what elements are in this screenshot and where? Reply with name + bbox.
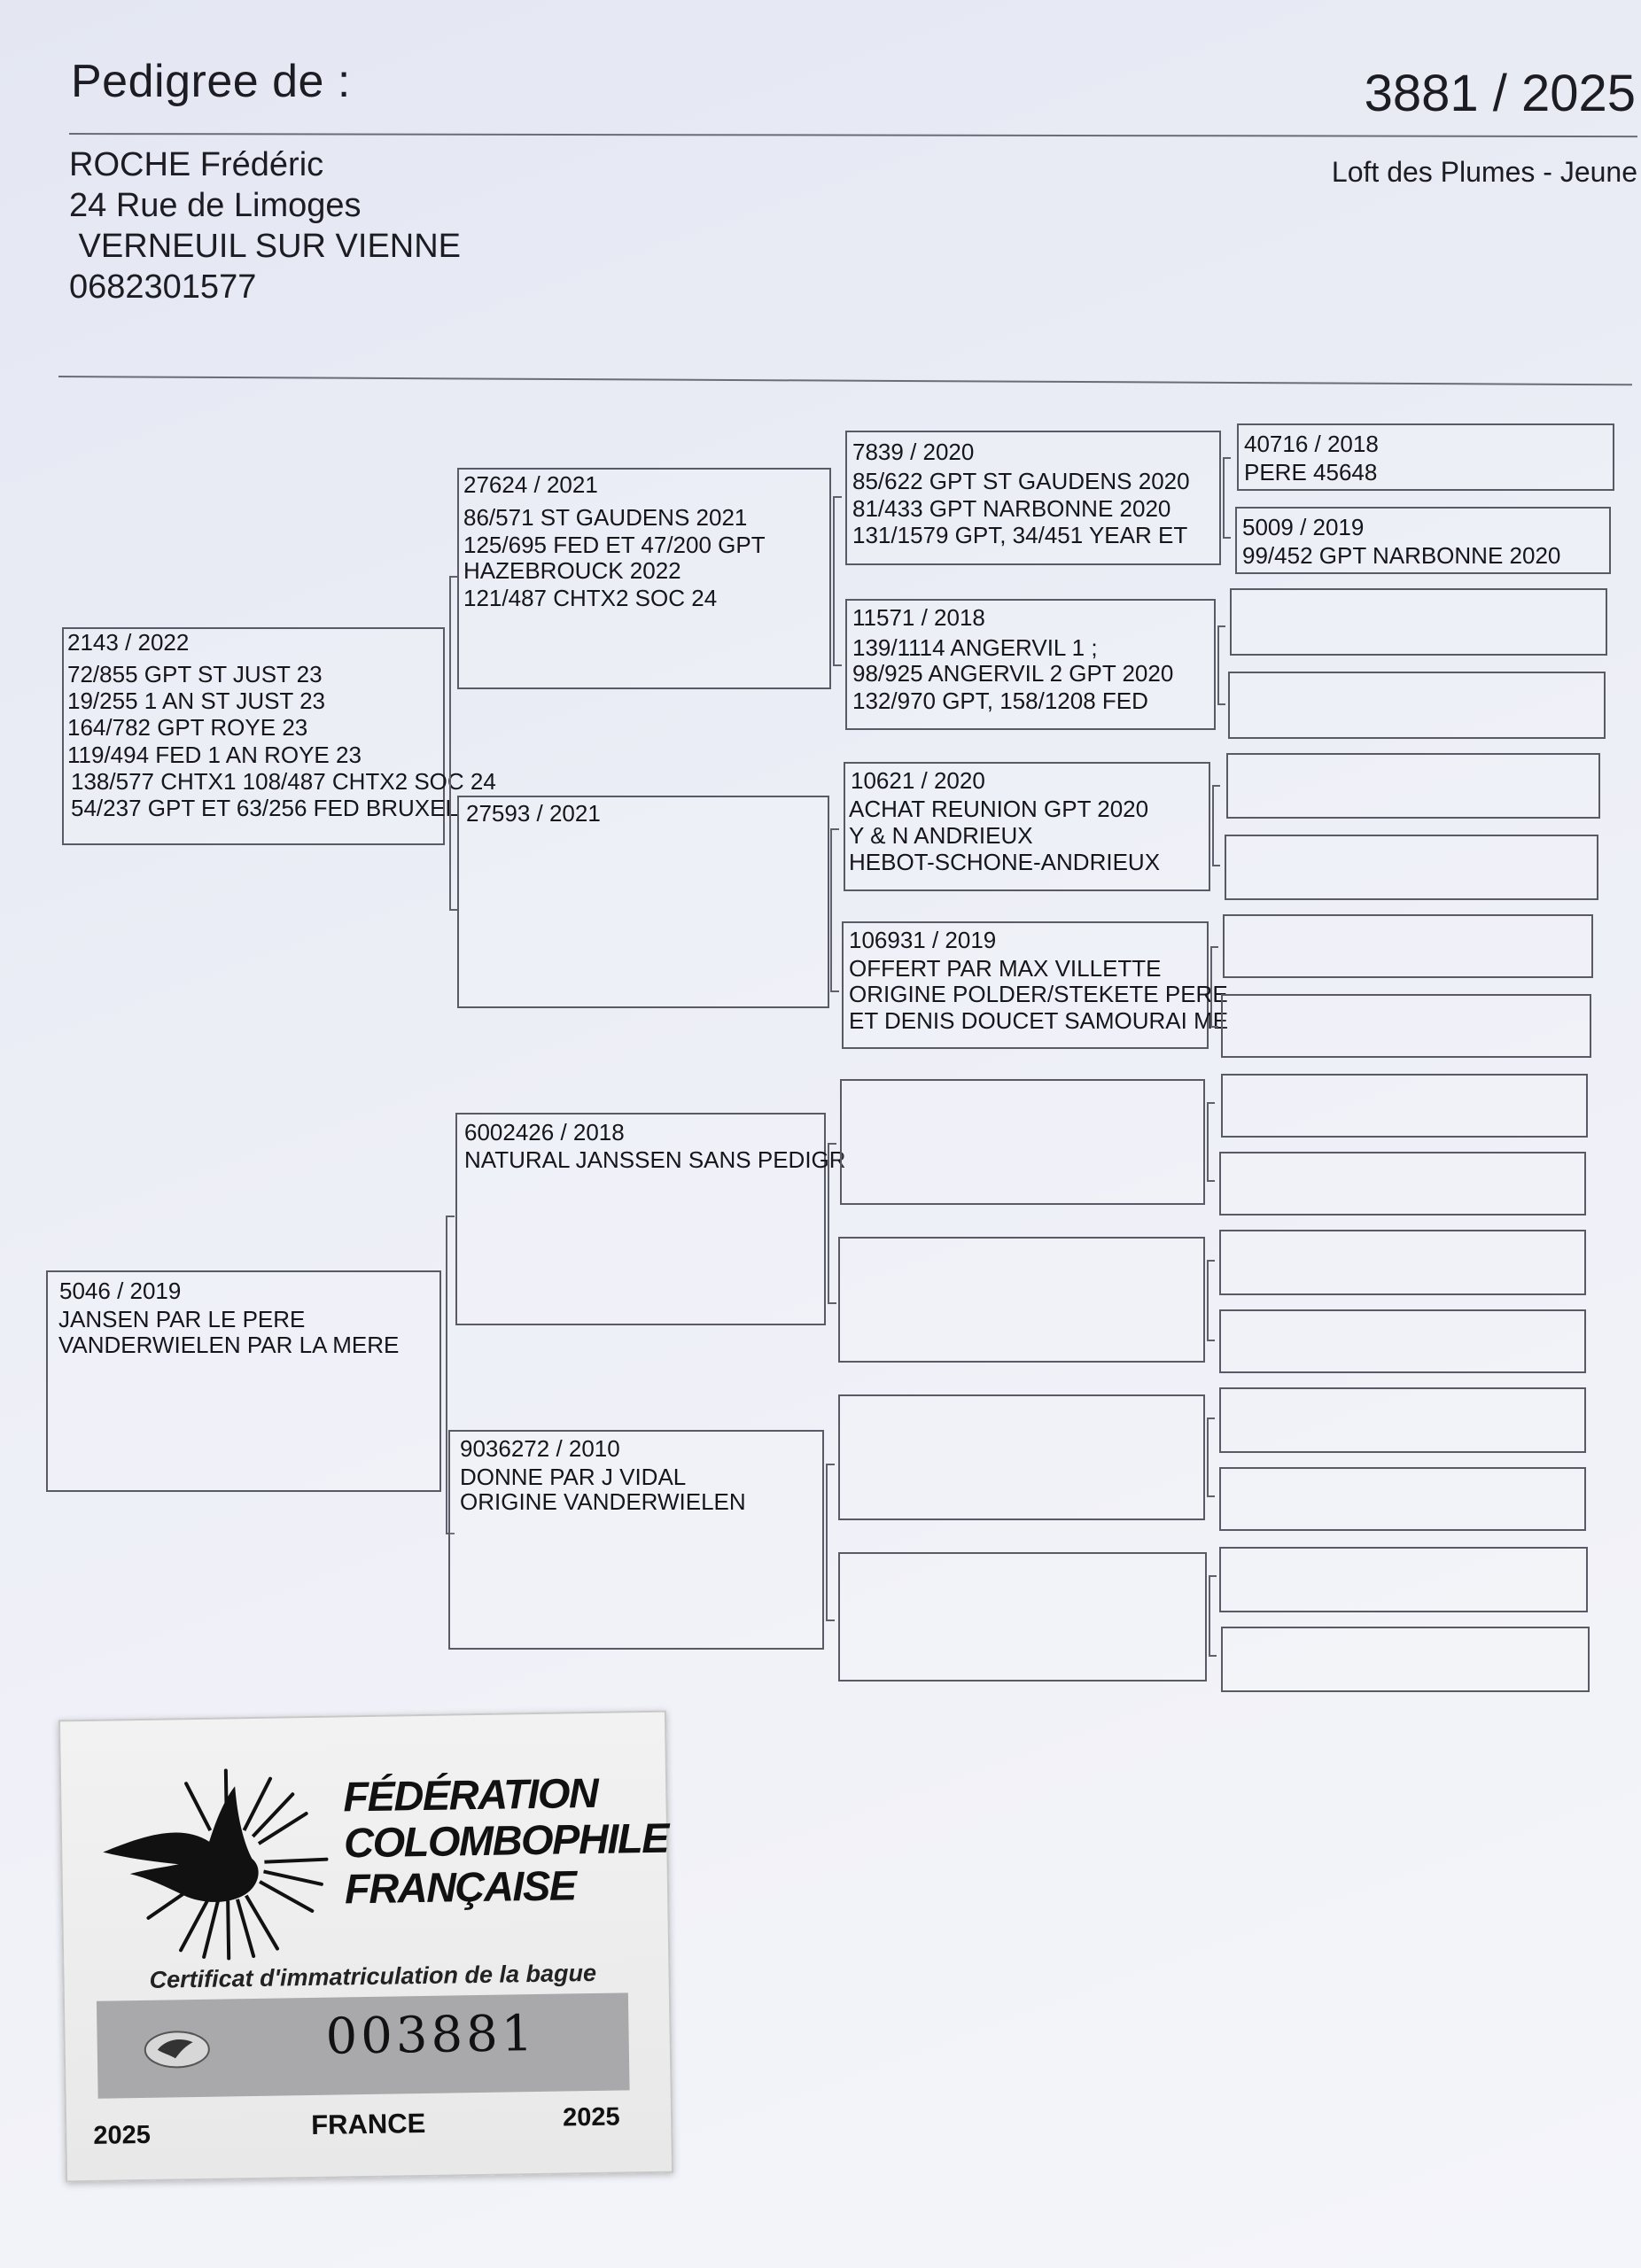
gen3-note: 132/970 GPT, 158/1208 FED xyxy=(852,687,1148,714)
connector xyxy=(1209,1575,1217,1657)
gen4-box xyxy=(1226,753,1600,819)
owner-phone: 0682301577 xyxy=(69,268,257,306)
sire-dam-ring: 27593 / 2021 xyxy=(466,800,601,827)
sire-dam-box xyxy=(457,796,829,1008)
gen3-note: 139/1114 ANGERVIL 1 ; xyxy=(852,634,1098,661)
dam-dam-note: ORIGINE VANDERWIELEN xyxy=(460,1488,746,1515)
owner-divider xyxy=(58,376,1632,385)
connector xyxy=(1210,946,1218,1028)
subject-note: 164/782 GPT ROYE 23 xyxy=(67,714,308,741)
subject-note: 119/494 FED 1 AN ROYE 23 xyxy=(67,742,362,768)
gen4-box xyxy=(1230,588,1607,656)
gen4-note: PERE 45648 xyxy=(1244,459,1378,485)
dam-sire-ring: 6002426 / 2018 xyxy=(464,1119,625,1146)
certificate-caption: Certificat d'immatriculation de la bague xyxy=(149,1959,597,1993)
connector xyxy=(833,496,842,666)
pigeon-sunburst-logo xyxy=(93,1760,336,1968)
loft-name: Loft des Plumes - Jeune xyxy=(1331,156,1637,188)
year-right: 2025 xyxy=(562,2102,620,2132)
gen4-box xyxy=(1219,1309,1586,1373)
gen3-note: Y & N ANDRIEUX xyxy=(849,822,1033,849)
ring-certificate-card xyxy=(58,1711,673,2183)
connector xyxy=(1207,1418,1215,1497)
subject-note: 138/577 CHTX1 108/487 CHTX2 SOC 24 xyxy=(71,768,496,795)
connector xyxy=(1217,625,1225,705)
gen4-box xyxy=(1219,1152,1586,1216)
connector xyxy=(1223,457,1231,539)
connector xyxy=(1212,785,1220,866)
owner-name: ROCHE Frédéric xyxy=(69,146,324,183)
dam-sire-note: NATURAL JANSSEN SANS PEDIGR xyxy=(464,1146,846,1173)
gen4-box xyxy=(1219,1467,1586,1531)
owner-block xyxy=(69,144,461,307)
gen3-box xyxy=(838,1237,1205,1363)
pigeon-emblem-icon xyxy=(139,2023,214,2073)
gen3-box xyxy=(838,1552,1207,1682)
gen3-box xyxy=(840,1079,1205,1205)
owner-street: 24 Rue de Limoges xyxy=(69,187,362,224)
connector xyxy=(826,1464,835,1621)
gen4-box xyxy=(1219,1547,1588,1612)
sire-sire-note: 121/487 CHTX2 SOC 24 xyxy=(463,585,718,611)
subject-note: 72/855 GPT ST JUST 23 xyxy=(67,661,323,687)
connector xyxy=(1207,1260,1215,1341)
gen3-ring: 106931 / 2019 xyxy=(849,927,997,953)
gen4-box xyxy=(1225,835,1598,900)
gen4-note: 99/452 GPT NARBONNE 2020 xyxy=(1242,542,1561,569)
ring-code: 003881 xyxy=(325,2004,537,2066)
gen3-ring: 11571 / 2018 xyxy=(852,604,985,631)
sire-sire-note: HAZEBROUCK 2022 xyxy=(463,557,681,584)
subject-ring: 2143 / 2022 xyxy=(67,629,190,656)
gen3-note: 98/925 ANGERVIL 2 GPT 2020 xyxy=(852,660,1174,687)
dam-ring: 5046 / 2019 xyxy=(59,1278,182,1304)
gen3-note: OFFERT PAR MAX VILLETTE xyxy=(849,955,1162,982)
connector xyxy=(830,828,839,992)
pedigree-number: 3881 / 2025 xyxy=(1364,65,1636,122)
header-divider xyxy=(69,133,1637,137)
page-title: Pedigree de : xyxy=(71,56,351,107)
dam-note: JANSEN PAR LE PERE xyxy=(58,1306,306,1332)
gen4-ring: 40716 / 2018 xyxy=(1244,431,1379,457)
federation-name: FÉDÉRATION COLOMBOPHILE FRANÇAISE xyxy=(342,1768,669,1913)
gen3-note: ET DENIS DOUCET SAMOURAI ME xyxy=(849,1007,1229,1034)
subject-note: 19/255 1 AN ST JUST 23 xyxy=(67,687,325,714)
dam-dam-note: DONNE PAR J VIDAL xyxy=(460,1464,687,1490)
dam-note: VANDERWIELEN PAR LA MERE xyxy=(58,1332,400,1358)
gen3-note: 81/433 GPT NARBONNE 2020 xyxy=(852,495,1171,522)
sire-sire-note: 86/571 ST GAUDENS 2021 xyxy=(463,504,748,531)
gen4-box xyxy=(1223,914,1593,978)
gen3-note: HEBOT-SCHONE-ANDRIEUX xyxy=(849,849,1161,875)
sire-sire-ring: 27624 / 2021 xyxy=(463,471,598,498)
gen4-box xyxy=(1228,672,1606,739)
gen4-box xyxy=(1221,1074,1588,1138)
gen3-ring: 7839 / 2020 xyxy=(852,439,975,465)
gen3-note: 85/622 GPT ST GAUDENS 2020 xyxy=(852,468,1190,494)
owner-city: VERNEUIL SUR VIENNE xyxy=(69,228,462,265)
year-left: 2025 xyxy=(93,2120,152,2150)
gen3-note: ORIGINE POLDER/STEKETE PERE xyxy=(849,981,1228,1007)
gen4-box xyxy=(1221,1627,1590,1692)
connector xyxy=(1207,1102,1215,1182)
gen4-ring: 5009 / 2019 xyxy=(1242,514,1365,540)
gen3-note: 131/1579 GPT, 34/451 YEAR ET xyxy=(852,522,1188,548)
gen3-box xyxy=(838,1394,1205,1520)
gen3-note: ACHAT REUNION GPT 2020 xyxy=(849,796,1149,822)
subject-note: 54/237 GPT ET 63/256 FED BRUXEL xyxy=(71,795,458,821)
country-label: FRANCE xyxy=(310,2107,426,2140)
connector xyxy=(828,1143,836,1304)
gen3-ring: 10621 / 2020 xyxy=(851,767,985,794)
gen4-box xyxy=(1221,994,1591,1058)
dam-dam-ring: 9036272 / 2010 xyxy=(460,1435,620,1462)
gen4-box xyxy=(1219,1230,1586,1295)
sire-sire-note: 125/695 FED ET 47/200 GPT xyxy=(463,532,766,558)
gen4-box xyxy=(1219,1387,1586,1453)
